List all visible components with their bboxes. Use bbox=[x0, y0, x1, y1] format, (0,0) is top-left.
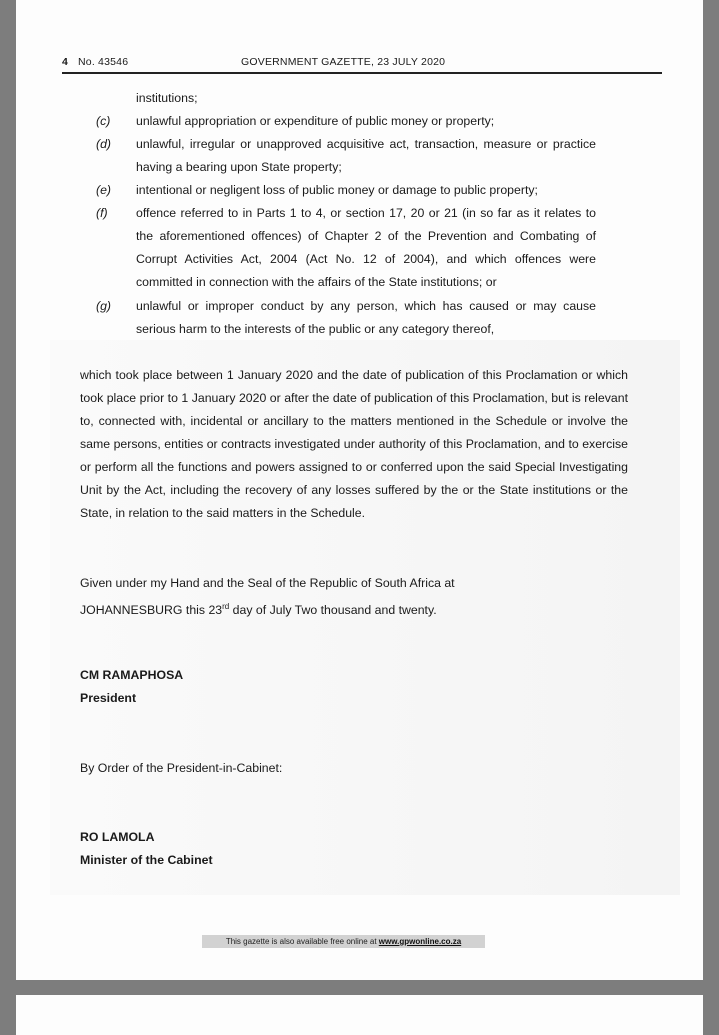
page-number: 4 bbox=[62, 56, 69, 68]
signatory-title: Minister of the Cabinet bbox=[80, 853, 213, 867]
item-text: intentional or negligent loss of public money or damage to public property; bbox=[136, 183, 538, 197]
given-line-2-pre: JOHANNESBURG this 23 bbox=[80, 603, 223, 618]
given-line-2-post: day of July Two thousand and twenty. bbox=[229, 603, 437, 618]
next-page-edge bbox=[16, 995, 703, 1035]
given-line-1: Given under my Hand and the Seal of the Republic of South Africa at bbox=[80, 576, 455, 590]
item-text: unlawful, irregular or unapproved acquisitive act, transaction, measure or practice having a bearing upon State property; bbox=[136, 137, 596, 174]
footer-banner bbox=[202, 935, 485, 948]
item-label: (c) bbox=[96, 114, 111, 128]
signatory-title: President bbox=[80, 691, 137, 705]
header-rule bbox=[62, 72, 662, 74]
item-text: institutions; bbox=[136, 91, 198, 105]
item-label: (f) bbox=[96, 206, 108, 220]
gazette-title: GOVERNMENT GAZETTE, 23 JULY 2020 bbox=[241, 56, 446, 68]
item-text: unlawful or improper conduct by any person, which has caused or may cause serious harm to the interests of the public or any category thereof, bbox=[136, 299, 596, 336]
item-text: unlawful appropriation or expenditure of public money or property; bbox=[136, 114, 495, 128]
footer-link[interactable]: www.gpwonline.co.za bbox=[378, 937, 462, 946]
footer-text: This gazette is also available free online at bbox=[225, 937, 379, 946]
body-paragraph: which took place between 1 January 2020 and the date of publication of this Proclamation or which took place prior to 1 January 2020 or after the date of publication of this Proclamation, but is relevant to, connected with, incidental or ancillary to the matters mentioned in the Schedule or involve the same persons, entities or contracts investigated under authority of this Proclamation, and to exercise or perform all the functions and powers assigned to or conferred upon the said Special Investigating Unit by the Act, including the recovery of any losses suffered by the or the State institutions or the State, in relation to the said matters in the Schedule. bbox=[80, 368, 628, 520]
signatory-minister bbox=[80, 826, 213, 872]
item-label: (g) bbox=[96, 299, 112, 313]
order-line: By Order of the President-in-Cabinet: bbox=[80, 761, 283, 775]
page-header bbox=[62, 54, 662, 72]
signatory-president bbox=[80, 664, 183, 710]
item-label: (e) bbox=[96, 183, 112, 197]
item-label: (d) bbox=[96, 137, 112, 151]
given-paragraph bbox=[80, 572, 628, 622]
issue-number: No. 43546 bbox=[78, 56, 129, 68]
ordinal-suffix: rd bbox=[222, 602, 230, 611]
signatory-name: RO LAMOLA bbox=[80, 830, 155, 844]
signatory-name: CM RAMAPHOSA bbox=[80, 668, 184, 682]
item-text: offence referred to in Parts 1 to 4, or section 17, 20 or 21 (in so far as it relates to the aforementioned offences) of Chapter 2 of the Prevention and Combating of Corrupt Activities Act, 2004 (Act No. 12 of 2004), and which offences were committed in connection with the affairs of the State institutions; or bbox=[136, 206, 596, 289]
